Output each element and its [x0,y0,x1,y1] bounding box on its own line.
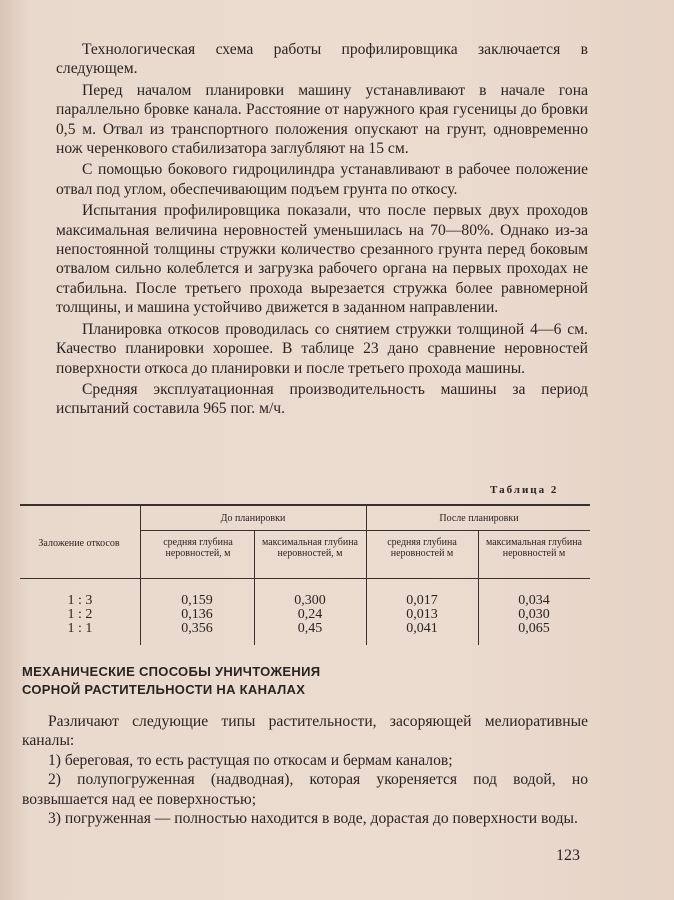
table-divider [478,531,479,645]
table-cell: 0,041 [406,621,438,636]
table-col-header: максимальная глубина неровностей, м [261,537,358,559]
page-number: 123 [556,847,580,864]
paragraph: Перед началом планировки машину устанавливают в начале гона параллельно бровке канала. Расстояние от наружного края гусеницы до бровки 0,5 м. Отвал из транспортного положения опускают на грунт, одновременно нож черенкового стабилизатора заглубляют на 15 см. [56,81,588,158]
table-divider [140,505,141,645]
table-cell: 0,300 [294,593,326,608]
table-cell: 0,034 [518,593,550,608]
table-divider [254,531,255,645]
paragraph: Испытания профилировщика показали, что после первых двух проходов максимальная величина неровностей уменьшилась на 70—80%. Однако из-за непостоянной толщины стружки количество срезанного грунта перед боковым отвалом сильно колеблется и загрузка рабочего органа на первых проходах не стабильна. После третьего прохода вырезается стружка более равномерной толщины, и машина устойчиво движется в заданном направлении. [56,202,588,317]
paragraph: Технологическая схема работы профилировщика заключается в следующем. [56,41,588,78]
paragraph: Различают следующие типы растительности, засоряющей мелиоративные каналы: [22,713,588,750]
table-group-before: До планировки [220,513,286,524]
body-text [56,40,588,421]
table-row-header: Заложение откосов [38,538,120,549]
table-cell: 0,45 [297,621,323,636]
paragraph: Средняя эксплуатационная производительность машины за период испытаний составила 965 пог. м/ч. [56,380,588,418]
section-heading [22,663,582,699]
table-cell: 0,030 [518,607,550,622]
section-heading-line: МЕХАНИЧЕСКИЕ СПОСОБЫ УНИЧТОЖЕНИЯ [22,664,321,679]
table-group-after: После планировки [439,513,519,524]
table-divider [366,505,367,645]
table-col-header: средняя глубина неровностей м [387,537,457,559]
table-rule-group [140,530,590,531]
table-col-header: максимальная глубина неровностей м [485,537,582,559]
table-col-header: средняя глубина неровностей, м [163,537,233,559]
paragraph: Планировка откосов проводилась со снятием стружки толщиной 4—6 см. Качество планировки хорошее. В таблице 23 дано сравнение неровностей поверхности откоса до планировки и после третьего прохода машины. [56,320,588,377]
section-body-text [22,712,588,828]
list-item: 2) полупогруженная (надводная), которая укореняется под водой, но возвышается над ее поверхностью; [22,771,588,808]
table-cell: 0,065 [518,621,550,636]
table-rule-top [20,504,590,506]
table-rule-header [20,578,590,579]
table-cell: 0,017 [406,593,438,608]
table-cell: 0,159 [181,593,213,608]
list-item: 3) погруженная — полностью находится в воде, дорастая до поверхности воды. [48,810,578,828]
table-row-label: 1 : 2 [67,607,93,622]
table-cell: 0,013 [406,607,438,622]
table-cell: 0,24 [297,607,323,622]
paragraph: С помощью бокового гидроцилиндра устанавливают в рабочее положение отвал под углом, обеспечивающим подъем грунта по откосу. [56,161,588,198]
table-cell: 0,136 [181,607,213,622]
table-cell: 0,356 [181,621,213,636]
table-row-label: 1 : 3 [67,593,93,608]
section-heading-line: СОРНОЙ РАСТИТЕЛЬНОСТИ НА КАНАЛАХ [22,682,306,697]
table-row-label: 1 : 1 [67,621,93,636]
table-caption: Таблица 2 [490,484,559,496]
list-item: 1) береговая, то есть растущая по откосам и бермам каналов; [48,751,453,769]
